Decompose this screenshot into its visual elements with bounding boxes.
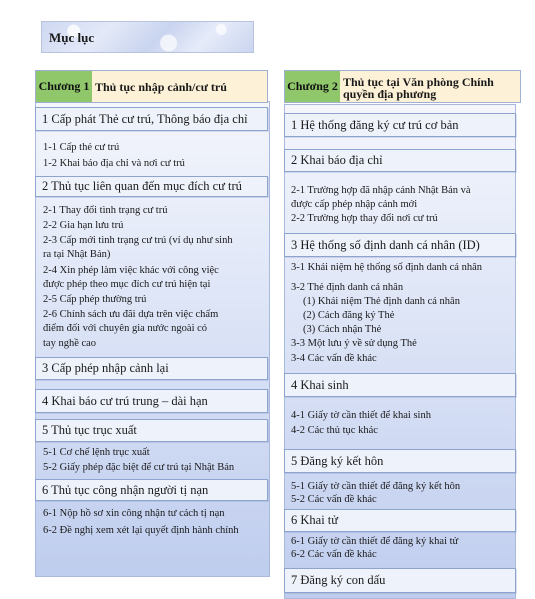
ch2-section-7[interactable]: 7 Đăng ký con dấu — [284, 568, 516, 593]
ch1-section-4[interactable]: 4 Khai báo cư trú trung – dài hạn — [35, 389, 268, 413]
chapter2-number: Chương 2 — [285, 71, 340, 102]
ch2-section-4[interactable]: 4 Khai sinh — [284, 373, 516, 397]
ch2-item-3-3[interactable]: 3-3 Một lưu ý về sử dụng Thẻ — [291, 338, 417, 349]
ch1-section-2[interactable]: 2 Thủ tục liên quan đến mục đích cư trú — [35, 176, 268, 197]
ch2-section-1[interactable]: 1 Hệ thống đăng ký cư trú cơ bản — [284, 113, 516, 137]
ch1-section-5[interactable]: 5 Thủ tục trục xuất — [35, 419, 268, 442]
ch2-item-2-1-cont: được cấp phép nhập cảnh mới — [291, 199, 418, 210]
ch1-item-2-3[interactable]: 2-3 Cấp mới tình trạng cư trú (ví dụ như sinh — [43, 235, 233, 246]
chapter1-number: Chương 1 — [36, 71, 92, 102]
ch2-item-3-1[interactable]: 3-1 Khái niệm hệ thống số định danh cá nhân — [291, 262, 482, 273]
ch1-item-1-2[interactable]: 1-2 Khai báo địa chỉ và nơi cư trú — [43, 158, 185, 169]
ch2-section-6[interactable]: 6 Khai tử — [284, 509, 516, 532]
ch2-item-3-2-1[interactable]: (1) Khái niệm Thẻ định danh cá nhân — [303, 296, 460, 307]
ch1-item-2-1[interactable]: 2-1 Thay đổi tình trạng cư trú — [43, 205, 168, 216]
chapter1-title: Thủ tục nhập cảnh/cư trú — [92, 71, 267, 102]
chapter2-header[interactable] — [284, 70, 521, 103]
ch1-item-2-3-cont: ra tại Nhật Bản) — [43, 249, 111, 260]
chapter1-header[interactable] — [35, 70, 268, 103]
chapter2-title — [340, 71, 520, 102]
ch1-item-2-5[interactable]: 2-5 Cấp phép thường trú — [43, 294, 147, 305]
ch1-item-5-1[interactable]: 5-1 Cơ chế lệnh trục xuất — [43, 447, 150, 458]
ch1-item-2-4[interactable]: 2-4 Xin phép làm việc khác với công việc — [43, 265, 219, 276]
ch1-item-6-1[interactable]: 6-1 Nộp hồ sơ xin công nhận tư cách tị nạn — [43, 508, 225, 519]
ch2-item-4-1[interactable]: 4-1 Giấy tờ cần thiết để khai sinh — [291, 410, 431, 421]
ch1-section-1[interactable]: 1 Cấp phát Thẻ cư trú, Thông báo địa chỉ — [35, 107, 268, 131]
ch2-item-2-1[interactable]: 2-1 Trường hợp đã nhập cảnh Nhật Bản và — [291, 185, 471, 196]
ch1-item-2-6-cont: điểm đối với chuyên gia nước ngoài có — [43, 323, 208, 334]
ch2-item-5-2[interactable]: 5-2 Các vấn đề khác — [291, 494, 377, 505]
chapter2-title-line2: quyền địa phương — [343, 87, 437, 101]
ch1-section-6[interactable]: 6 Thủ tục công nhận người tị nạn — [35, 479, 268, 501]
ch1-item-2-4-cont: được phép theo mục đích cư trú hiện tại — [43, 279, 211, 290]
toc-title-box — [41, 21, 254, 53]
ch2-item-6-2[interactable]: 6-2 Các vấn đề khác — [291, 549, 377, 560]
ch2-section-2[interactable]: 2 Khai báo địa chỉ — [284, 149, 516, 172]
ch2-section-5[interactable]: 5 Đăng ký kết hôn — [284, 449, 516, 473]
ch1-item-2-6[interactable]: 2-6 Chính sách ưu đãi dựa trên việc chấm — [43, 309, 219, 320]
ch1-item-5-2[interactable]: 5-2 Giấy phép đặc biệt để cư trú tại Nhật Bản — [43, 462, 235, 473]
ch1-item-6-2[interactable]: 6-2 Đề nghị xem xét lại quyết định hành chính — [43, 525, 239, 536]
ch2-item-5-1[interactable]: 5-1 Giấy tờ cần thiết để đăng ký kết hôn — [291, 481, 461, 492]
ch2-item-3-2-3[interactable]: (3) Cách nhận Thẻ — [303, 324, 382, 335]
ch2-item-6-1[interactable]: 6-1 Giấy tờ cần thiết để đăng ký khai tử — [291, 536, 459, 547]
ch1-item-1-1[interactable]: 1-1 Cấp thẻ cư trú — [43, 142, 120, 153]
ch2-item-4-2[interactable]: 4-2 Các thủ tục khác — [291, 425, 378, 436]
chapter2-title-line1: Thủ tục tại Văn phòng Chính — [343, 75, 494, 89]
ch1-item-2-2[interactable]: 2-2 Gia hạn lưu trú — [43, 220, 124, 231]
ch1-item-2-6-cont2: tay nghề cao — [43, 338, 97, 349]
ch2-section-3[interactable]: 3 Hệ thống số định danh cá nhân (ID) — [284, 233, 516, 257]
ch2-item-2-2[interactable]: 2-2 Trường hợp thay đổi nơi cư trú — [291, 213, 438, 224]
ch2-item-3-2-2[interactable]: (2) Cách đăng ký Thẻ — [303, 310, 395, 321]
ch2-item-3-2[interactable]: 3-2 Thẻ định danh cá nhân — [291, 282, 404, 293]
toc-title: Mục lục — [49, 30, 95, 45]
ch1-section-3[interactable]: 3 Cấp phép nhập cảnh lại — [35, 357, 268, 380]
ch2-item-3-4[interactable]: 3-4 Các vấn đề khác — [291, 353, 377, 364]
